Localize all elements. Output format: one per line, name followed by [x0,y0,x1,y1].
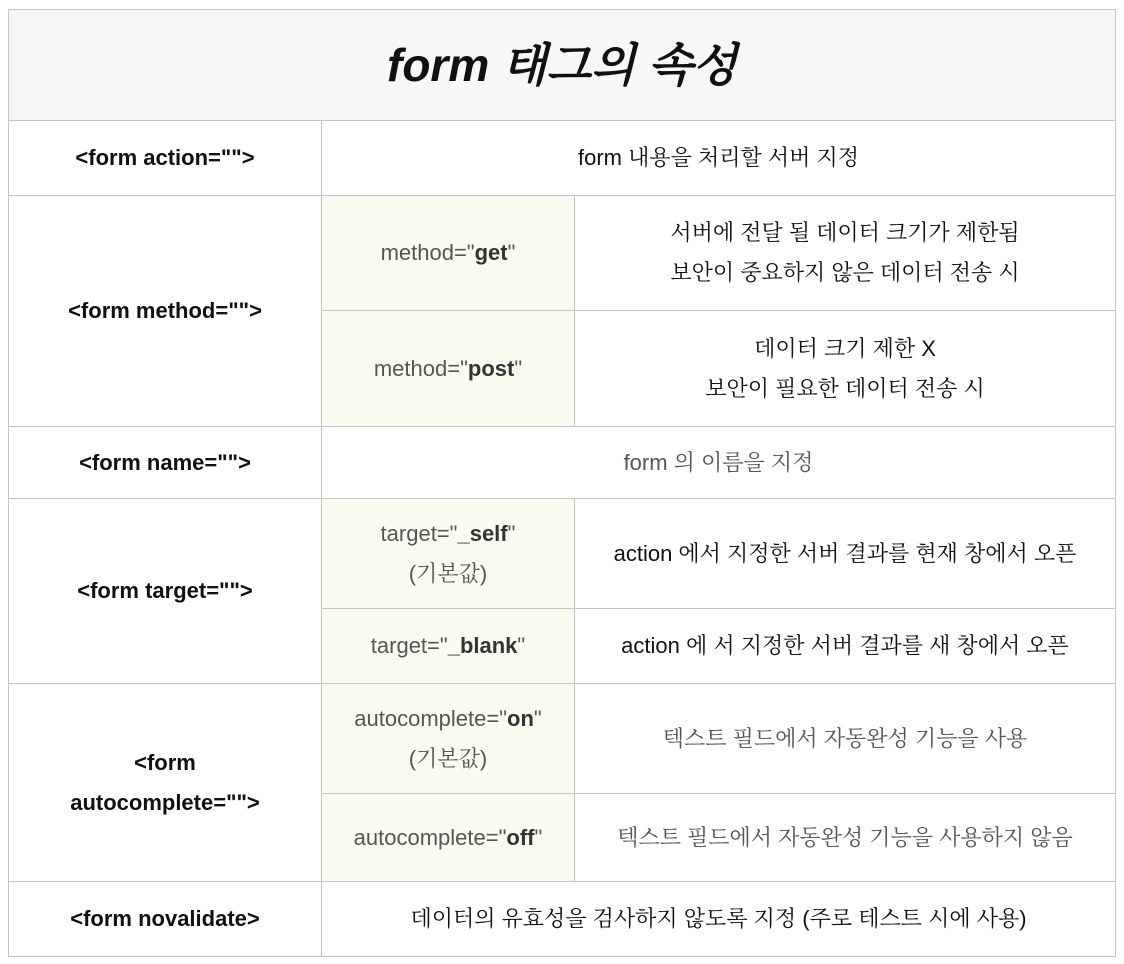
attr-line: <form [134,749,196,775]
attr-line: autocomplete=""> [70,789,260,815]
desc-target-self: action 에서 지정한 서버 결과를 현재 창에서 오픈 [575,499,1116,609]
attr-novalidate: <form novalidate> [9,882,322,957]
attr-method: <form method=""> [9,196,322,427]
value-autocomplete-off [322,794,575,882]
value-suffix: " [514,355,523,381]
value-prefix: autocomplete=" [354,705,508,731]
desc-line: 보안이 필요한 데이터 전송 시 [705,375,985,401]
desc-line: 서버에 전달 될 데이터 크기가 제한됨 [670,220,1020,245]
value-suffix: " [533,705,542,731]
value-prefix: autocomplete=" [353,824,507,850]
form-attributes-sheet [8,9,1115,957]
value-suffix: " [507,520,516,546]
row-autocomplete-on [9,684,1116,794]
value-keyword: post [467,355,515,381]
value-suffix: " [534,824,543,850]
desc-autocomplete-on: 텍스트 필드에서 자동완성 기능을 사용 [575,684,1116,794]
value-line [332,699,564,739]
row-name [9,427,1116,499]
attr-autocomplete [9,684,322,882]
value-line [332,514,564,554]
value-keyword: get [474,240,508,265]
row-method-get [9,196,1116,311]
desc-autocomplete-off: 텍스트 필드에서 자동완성 기능을 사용하지 않음 [575,794,1116,882]
value-keyword: _blank [447,633,518,658]
desc-target-blank: action 에 서 지정한 서버 결과를 새 창에서 오픈 [575,609,1116,684]
value-keyword: off [506,824,535,850]
row-action [9,121,1116,196]
row-target-self [9,499,1116,609]
value-prefix: target=" [380,520,458,546]
value-prefix: method=" [373,355,468,381]
desc-line: 데이터 크기 제한 X [754,335,936,361]
desc-method-post [575,311,1116,427]
value-method-get [322,196,575,311]
value-method-post [322,311,575,427]
value-target-self [322,499,575,609]
attr-target: <form target=""> [9,499,322,684]
value-prefix: target=" [370,633,448,658]
desc-name: form 의 이름을 지정 [322,427,1116,499]
attr-name: <form name=""> [9,427,322,499]
value-keyword: _self [457,520,508,546]
table-title: form 태그의 속성 [9,10,1116,121]
value-autocomplete-on [322,684,575,794]
value-note: (기본값) [408,560,488,586]
value-note: (기본값) [408,745,488,771]
desc-action: form 내용을 처리할 서버 지정 [322,121,1116,196]
value-target-blank [322,609,575,684]
attr-action: <form action=""> [9,121,322,196]
desc-novalidate: 데이터의 유효성을 검사하지 않도록 지정 (주로 테스트 시에 사용) [322,882,1116,957]
value-suffix: " [517,633,526,658]
desc-line: 보안이 중요하지 않은 데이터 전송 시 [670,260,1020,285]
value-prefix: method=" [380,240,475,265]
form-attributes-table [8,9,1116,957]
desc-method-get [575,196,1116,311]
row-novalidate [9,882,1116,957]
value-keyword: on [507,705,534,731]
value-suffix: " [507,240,516,265]
title-row [9,10,1116,121]
